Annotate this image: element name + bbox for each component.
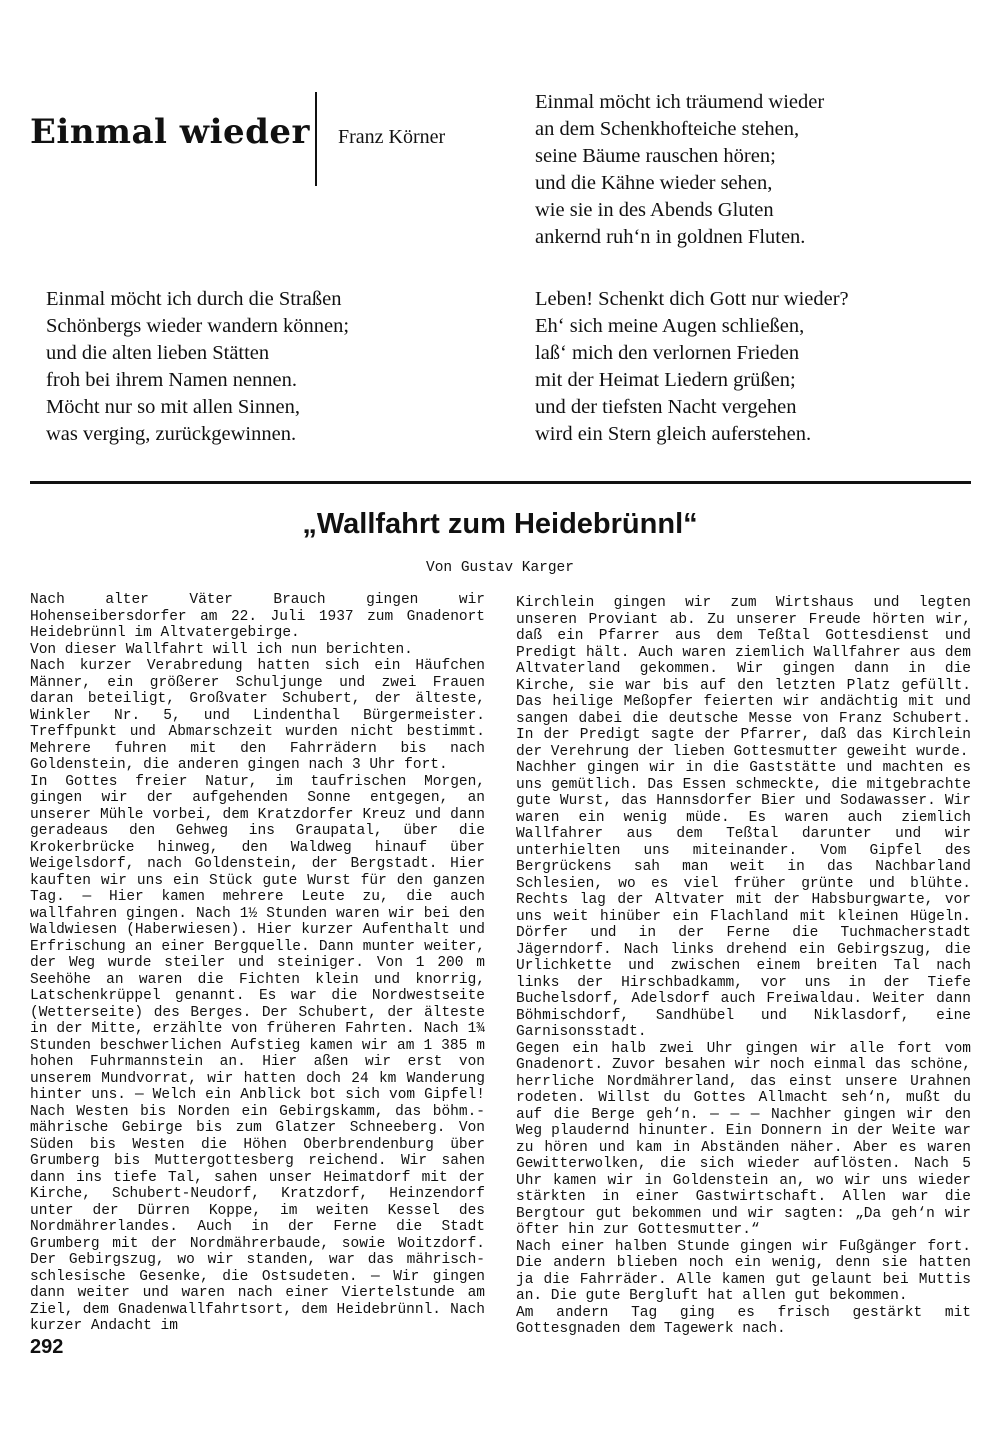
verse-line: wie sie in des Abends Gluten — [535, 199, 774, 221]
article-column-1 — [30, 592, 485, 1335]
verse-line: und der tiefsten Nacht vergehen — [535, 396, 797, 418]
verse-line: ankernd ruh‘n in goldnen Fluten. — [535, 226, 806, 248]
poem-stanza-1 — [535, 89, 824, 251]
verse-line: und die Kähne wieder sehen, — [535, 172, 773, 194]
title-divider — [315, 92, 317, 186]
verse-line: was verging, zurückgewinnen. — [46, 423, 297, 445]
verse-line: Möcht nur so mit allen Sinnen, — [46, 396, 300, 418]
verse-line: seine Bäume rauschen hören; — [535, 145, 776, 167]
verse-line: froh bei ihrem Namen nennen. — [46, 369, 298, 391]
paragraph: Nach alter Väter Brauch gingen wir Hohenseibersdorfer am 22. Juli 1937 zum Gnadenort Heidebrünnl im Altvatergebirge. — [30, 592, 485, 641]
verse-line: an dem Schenkhofteiche stehen, — [535, 118, 800, 140]
paragraph: Nach einer halben Stunde gingen wir Fußgänger fort. Die andern blieben noch ein wenig, denn sie hatten ja die Fahrräder. Alle kamen gut gelaunt bei Muttis an. Die gute Bergluft hat allen gut bekommen. — [516, 1238, 971, 1304]
verse-line: Eh‘ sich meine Augen schließen, — [535, 315, 805, 337]
poem-stanza-3 — [535, 286, 849, 448]
page-number: 292 — [30, 1336, 64, 1358]
paragraph: Am andern Tag ging es frisch gestärkt mit Gottesgnaden dem Tagewerk nach. — [516, 1304, 971, 1337]
verse-line: Einmal möcht ich träumend wieder — [535, 91, 825, 113]
paragraph: Nach kurzer Verabredung hatten sich ein Häufchen Männer, ein größerer Schuljunge und zwei Frauen daran beteiligt, Großvater Schubert, der älteste, Winkler Nr. 5, und Lindenthal Bürgermeister. Treffpunkt und Abmarschzeit wurden nicht bestimmt. Mehrere fuhren mit den Fahrrädern bis nach Goldenstein, die anderen gingen nach 3 Uhr fort. — [30, 658, 485, 773]
verse-line: Einmal möcht ich durch die Straßen — [46, 288, 342, 310]
poem-title: Einmal wieder — [30, 112, 310, 152]
paragraph: Kirchlein gingen wir zum Wirtshaus und legten unseren Proviant ab. Zu unserer Freude hörten wir, daß ein Pfarrer aus dem Teßtal Gottesdienst und Predigt hält. Auch waren ziemlich Wallfahrer aus dem Altvaterland gekommen. Wir gingen dann in die Kirche, sie war bis auf den letzten Platz gefüllt. Das heilige Meßopfer feierten wir andächtig mit und sangen dabei die deutsche Messe von Franz Schubert. In der Predigt sagte der Pfarrer, daß das Kirchlein der Verehrung der lieben Gottesmutter geweiht wurde. — [516, 595, 971, 760]
verse-line: Schönbergs wieder wandern können; — [46, 315, 350, 337]
verse-line: laß‘ mich den verlornen Frieden — [535, 342, 800, 364]
section-divider — [30, 481, 971, 484]
verse-line: und die alten lieben Stätten — [46, 342, 270, 364]
verse-line: mit der Heimat Liedern grüßen; — [535, 369, 796, 391]
paragraph: Nachher gingen wir in die Gaststätte und machten es uns gemütlich. Das Essen schmeckte, die mitgebrachte gute Wurst, das Hannsdorfer Bier und Sodawasser. Wir waren ein wenig müde. Es waren auch ziemlich Wallfahrer aus dem Teßtal darunter und wir unterhielten uns miteinander. Vom Gipfel des Bergrückens sah man weit in das Nachbarland Schlesien, wo es viel früher grünte und blühte. Rechts lag der Altvater mit der Habsburgwarte, vor uns weit hinüber ein Flachland mit kleinen Hügeln. Dörfer und in der Ferne die Tuchmacherstadt Jägerndorf. Nach links drehend ein Gebirgszug, die Urlichkette und zwischen einem breiten Tal nach links der Hirschbadkamm, vor uns in der Tiefe Buchelsdorf, Adelsdorf auch Freiwaldau. Weiter dann Böhmischdorf, Sandhübel und Niklasdorf, eine Garnisonsstadt. — [516, 760, 971, 1040]
paragraph: Gegen ein halb zwei Uhr gingen wir alle fort vom Gnadenort. Zuvor besahen wir noch einmal das schöne, herrliche Nordmährerland, das einst unsere Urahnen rodeten. Willst du Gottes Allmacht seh‘n, mußt du auf die Berge geh‘n. — — — Nachher gingen wir den Weg plaudernd hinunter. Ein Donnern in der Weite war zu hören und kam in Abständen näher. Aber es waren Gewitterwolken, die sich wieder auflösten. Nach 5 Uhr kamen wir in Goldenstein an, wo wir uns wieder stärkten in einer Gastwirtschaft. Allen war die Bergtour gut bekommen und wir sagten: „Da geh‘n wir öfter hin zur Gottesmutter.“ — [516, 1040, 971, 1238]
article-byline: Von Gustav Karger — [426, 560, 574, 576]
poem-stanza-2 — [46, 286, 349, 448]
article-column-2 — [516, 595, 971, 1338]
paragraph: Von dieser Wallfahrt will ich nun berichten. — [30, 641, 413, 658]
verse-line: Leben! Schenkt dich Gott nur wieder? — [535, 288, 849, 310]
paragraph: In Gottes freier Natur, im taufrischen Morgen, gingen wir der aufgehenden Sonne entgegen, an unserer Mühle vorbei, dem Kratzdorfer Kreuz und dann geradeaus den Gehweg ins Graupatal, über die Krokerbrücke hinweg, den Waldweg hinauf über Weigelsdorf, nach Goldenstein, der Bergstadt. Hier kauften wir uns ein Stück gute Wurst für den ganzen Tag. — Hier kamen mehrere Leute zu, die auch wallfahren gingen. Nach 1½ Stunden waren wir bei den Waldwiesen (Haberwiesen). Hier kurzer Aufenthalt und Erfrischung an einer Bergquelle. Dann munter weiter, der Weg wurde steiler und steiniger. Von 1 200 m Seehöhe an waren die Fichten klein und knorrig, Latschenkrüppel genannt. Es war die Nordwestseite (Wetterseite) des Berges. Der Schubert, der älteste in der Mitte, erzählte von früheren Fahrten. Nach 1¾ Stunden beschwerlichen Aufstieg kamen wir am 1 385 m hohen Fuhrmannstein an. Hier aßen wir erst von unserem Mundvorrat, wir hatten doch 24 km Wanderung hinter uns. — Welch ein Anblick bot sich vom Gipfel! Nach Westen bis Norden ein Gebirgskamm, das böhm.-mährische Gebirge bis zum Glatzer Schneeberg. Von Süden bis Westen die Höhen Oberbrendenburg über Grumberg bis Muttergottesberg reichend. Wir sahen dann ins tiefe Tal, sahen unser Heimatdorf mit der Kirche, Schubert-Neudorf, Kratzdorf, Heinzendorf unter der Dürren Koppe, im weiten Kessel des Nordmährerlandes. Auch in der Ferne die Stadt Grumberg mit der Nordmährerbaude, sowie Woitzdorf. Der Gebirgszug, wo wir standen, war das mährisch-schlesische Gesenke, die Ostsudeten. — Wir gingen dann weiter und waren nach einer Viertelstunde am Ziel, dem Gnadenwallfahrtsort, dem Heidebrünnl. Nach kurzer Andacht im — [30, 773, 485, 1334]
article-title: „Wallfahrt zum Heidebrünnl“ — [302, 508, 698, 540]
poem-author: Franz Körner — [338, 126, 446, 148]
verse-line: wird ein Stern gleich auferstehen. — [535, 423, 812, 445]
